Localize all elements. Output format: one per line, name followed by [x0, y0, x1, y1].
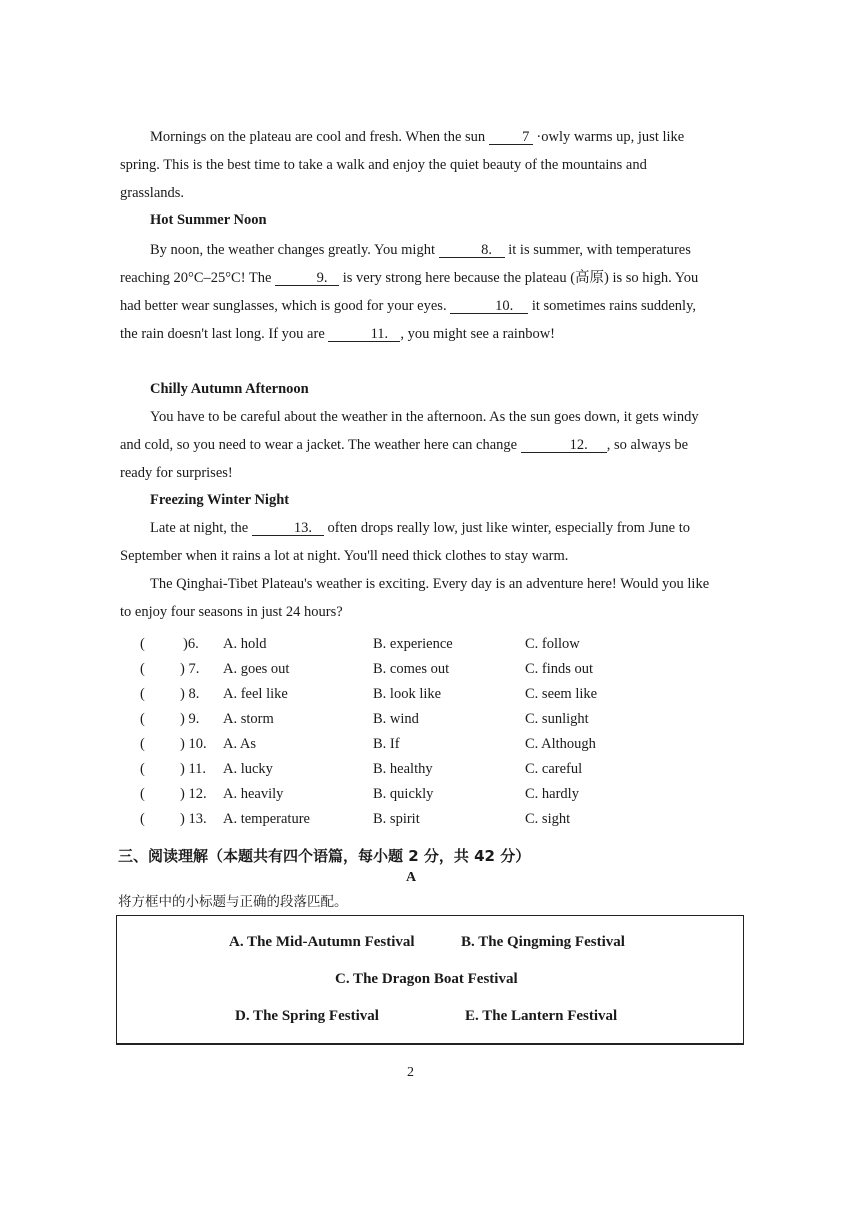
paragraph-spring-morning: Mornings on the plateau are cool and fresh. When the sun 7 ·owly warms up, just like spring. This is the best time to take a walk and enjoy the quiet beauty of the mountains and grasslands.: [120, 129, 685, 201]
question-number: )6.: [183, 636, 199, 652]
option-b: B. If: [373, 736, 400, 752]
answer-bracket[interactable]: (: [140, 661, 145, 677]
option-a: A. As: [223, 736, 257, 752]
option-c: C. follow: [525, 636, 580, 652]
answer-bracket[interactable]: (: [140, 786, 145, 802]
option-c: C. seem like: [525, 686, 598, 702]
heading-hot-summer-noon: Hot Summer Noon: [150, 212, 267, 228]
option-a: A. feel like: [223, 686, 288, 702]
option-b: B. experience: [373, 636, 453, 652]
blank-7: 7: [489, 130, 533, 145]
blank-12: 12.: [521, 438, 607, 453]
heading-options-box: [116, 915, 744, 1045]
blank-11: 11.: [328, 327, 400, 342]
paragraph-autumn-afternoon: You have to be careful about the weather in the afternoon. As the sun goes down, it gets windy and cold, so you need to wear a jacket. The weather here can change 12. , so always be ready for surprises!: [120, 409, 699, 481]
option-c: C. sight: [525, 811, 571, 827]
answer-bracket[interactable]: (: [140, 736, 145, 752]
paragraph-winter-night: Late at night, the 13. often drops really low, just like winter, especially from June to September when it rains a lot at night. You'll need thick clothes to stay warm.: [120, 520, 690, 564]
option-c: C. finds out: [525, 661, 594, 677]
option-b: B. comes out: [373, 661, 450, 677]
option-a: A. temperature: [223, 811, 310, 827]
option-b: B. look like: [373, 686, 442, 702]
question-number: ) 9.: [180, 711, 200, 727]
answer-bracket[interactable]: (: [140, 761, 145, 777]
option-c: C. hardly: [525, 786, 579, 802]
answer-bracket[interactable]: (: [140, 686, 145, 702]
question-number: ) 7.: [180, 661, 200, 677]
option-b: B. healthy: [373, 761, 433, 777]
option-a: A. heavily: [223, 786, 284, 802]
answer-bracket[interactable]: (: [140, 636, 145, 652]
option-c: C. careful: [525, 761, 583, 777]
question-number: ) 10.: [180, 736, 207, 752]
paragraph-summer-noon: By noon, the weather changes greatly. You might 8. it is summer, with temperatures reaching 20°C–25°C! The 9. is very strong here because the plateau (高原) is so high. You had better wear sunglasses, which is good for your eyes. 10. it sometimes rains suddenly, the rain doesn't last long. If you are 11. , you might see a rainbow!: [120, 242, 699, 342]
option-c: C. Although: [525, 736, 596, 752]
question-number: ) 8.: [180, 686, 200, 702]
option-b: B. quickly: [373, 786, 434, 802]
answer-bracket[interactable]: (: [140, 811, 145, 827]
instruction: 将方框中的小标题与正确的段落匹配。: [118, 894, 348, 910]
festival-option-e: E. The Lantern Festival: [465, 1008, 618, 1024]
option-a: A. hold: [223, 636, 267, 652]
question-number: ) 13.: [180, 811, 207, 827]
festival-option-d: D. The Spring Festival: [235, 1008, 379, 1024]
option-c: C. sunlight: [525, 711, 589, 727]
blank-9: 9.: [275, 271, 339, 286]
option-a: A. lucky: [223, 761, 273, 777]
heading-chilly-autumn-afternoon: Chilly Autumn Afternoon: [150, 381, 309, 397]
heading-freezing-winter-night: Freezing Winter Night: [150, 492, 290, 508]
paragraph-conclusion: The Qinghai-Tibet Plateau's weather is exciting. Every day is an adventure here! Would you like to enjoy four seasons in just 24 hours?: [120, 576, 710, 620]
question-number: ) 11.: [180, 761, 207, 777]
section-title: 三、阅读理解（本题共有四个语篇，每小题 2 分，共 42 分）: [118, 847, 531, 865]
option-a: A. goes out: [223, 661, 290, 677]
page-number: 2: [407, 1065, 414, 1080]
answer-bracket[interactable]: (: [140, 711, 145, 727]
festival-option-c: C. The Dragon Boat Festival: [335, 971, 518, 987]
question-number: ) 12.: [180, 786, 207, 802]
blank-10: 10.: [450, 299, 528, 314]
option-b: B. wind: [373, 711, 419, 727]
blank-8: 8.: [439, 243, 505, 258]
blank-13: 13.: [252, 521, 324, 536]
passage-letter: A: [406, 870, 417, 885]
option-b: B. spirit: [373, 811, 420, 827]
festival-option-b: B. The Qingming Festival: [461, 934, 625, 950]
festival-option-a: A. The Mid-Autumn Festival: [229, 934, 415, 950]
option-a: A. storm: [223, 711, 274, 727]
